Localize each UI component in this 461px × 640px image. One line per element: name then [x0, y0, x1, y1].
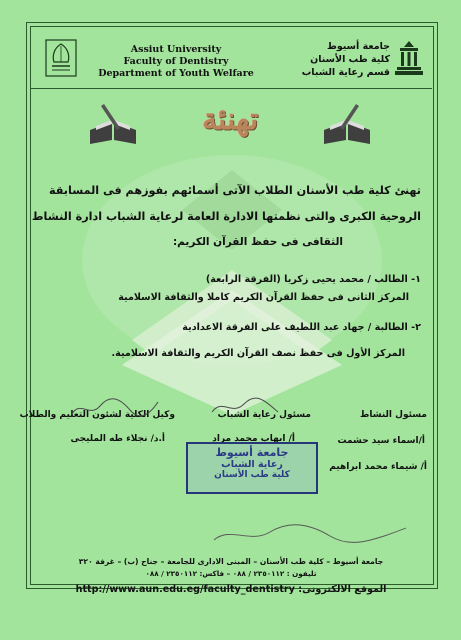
- youth-officer-title: مسئول رعاية الشباب: [217, 410, 311, 420]
- arabic-header-line: جامعة أسيوط: [326, 41, 390, 52]
- youth-officer-name: أ/ ايهاب محمد مراد: [212, 434, 295, 444]
- activity-officer-title: مسئول النشاط: [359, 410, 427, 420]
- arabic-header-line: كلية طب الأسنان: [310, 54, 390, 65]
- signature-scribble-icon: [70, 396, 160, 420]
- stamp-line: كلية طب الأسنان: [214, 470, 290, 480]
- activity-officer-name-2: أ/ شيماء محمد ابراهيم: [329, 462, 427, 472]
- body-text-line: الثقافى فى حفظ القرآن الكريم:: [172, 236, 343, 248]
- open-book-icon: [320, 100, 374, 144]
- stamp-line: رعاية الشباب: [221, 459, 283, 470]
- footer-address: جامعة أسيوط – كلية طب الأسنان – المبنى الادارى للجامعة – جناح (ب) – غرفة ٣٢٠: [78, 557, 384, 566]
- footer-website-link[interactable]: http://www.aun.edu.eg/faculty_dentistry: [75, 584, 295, 595]
- arabic-header-line: قسم رعاية الشباب: [301, 67, 390, 78]
- student-2-name: ٢- الطالبة / جهاد عبد اللطيف على الفرقة الاعدادية: [182, 322, 421, 333]
- stamp-line: جامعة أسيوط: [215, 446, 289, 459]
- student-1-name: ١- الطالب / محمد يحيى زكريا (الفرقة الرابعة): [205, 274, 421, 285]
- english-header-line: Department of Youth Welfare: [98, 68, 254, 79]
- footer-website: [30, 584, 432, 595]
- vice-dean-title: وكيل الكلية لشئون التعليم والطلاب: [19, 410, 175, 420]
- footer-phone: تليفون : ٢٣٥٠١١٢ / ٠٨٨ – فاكس: ٢٣٥٠١١٢ / ٠٨٨: [145, 569, 317, 578]
- page-title: تهنئة: [201, 102, 259, 137]
- english-header-line: Faculty of Dentistry: [123, 56, 229, 67]
- faculty-logo-icon: [44, 38, 78, 78]
- student-2-rank: المركز الأول فى حفظ نصف القرآن الكريم والثقافة الاسلامية.: [111, 348, 405, 359]
- university-logo-icon: [392, 38, 426, 78]
- body-text-line: الروحية الكبرى والتى نظمتها الادارة العامة لرعاية الشباب ادارة النشاط: [31, 210, 421, 223]
- handwritten-note-icon: [210, 518, 410, 548]
- arabic-header: [290, 40, 390, 79]
- vice-dean-name: أ.د/ نجلاء طه المليجى: [70, 434, 165, 444]
- english-header: [96, 44, 256, 80]
- body-text-line: تهنئ كلية طب الأسنان الطلاب الآتى أسمائهم بفوزهم فى المسابقة: [48, 184, 421, 197]
- official-stamp: [186, 442, 318, 494]
- activity-officer-name: أ/اسماء سيد حشمت: [337, 436, 425, 446]
- footer-website-label: الموقع الالكترونى:: [298, 584, 387, 595]
- english-header-line: Assiut University: [130, 44, 222, 55]
- open-book-icon: [86, 100, 140, 144]
- header-divider: [30, 88, 432, 89]
- signature-scribble-icon: [210, 396, 280, 420]
- student-1-rank: المركز الثانى فى حفظ القرآن الكريم كاملا والثقافة الاسلامية: [118, 292, 409, 303]
